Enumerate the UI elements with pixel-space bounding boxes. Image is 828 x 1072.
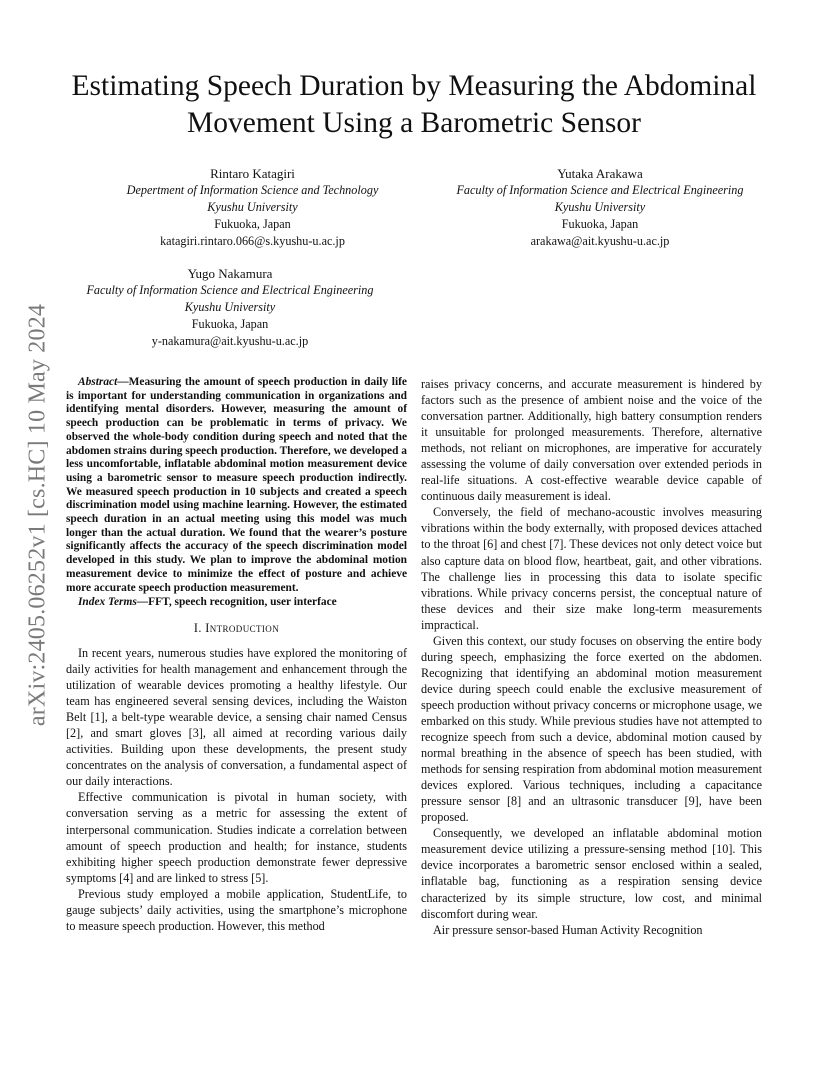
index-terms-label: Index Terms bbox=[78, 596, 137, 609]
abstract bbox=[66, 376, 407, 595]
author-location: Fukuoka, Japan bbox=[191, 317, 269, 331]
author-name: Yutaka Arakawa bbox=[557, 166, 643, 181]
section-number: I. bbox=[193, 620, 202, 635]
paper-title: Estimating Speech Duration by Measuring the Abdominal Movement Using a Barometric Sensor bbox=[71, 70, 757, 139]
author-department: Faculty of Information Science and Electrical Engineering bbox=[86, 283, 374, 297]
section-heading bbox=[66, 620, 407, 636]
author-block bbox=[95, 165, 410, 250]
author-email: arakawa@ait.kyushu-u.ac.jp bbox=[530, 234, 670, 248]
paragraph: Conversely, the field of mechano-acoustic involves measuring vibrations within the body externally, with proposed devices attached to the throat [6] and chest [7]. These devices not only detect voice but also capture data on blood flow, heartbeat, gait, and other vibrations. The challenge lies in processing this data to isolate specific vibrations. While privacy concerns persist, the conceptual nature of these devices and their size make long-term measurements impractical. bbox=[421, 505, 762, 632]
author-email: y-nakamura@ait.kyushu-u.ac.jp bbox=[151, 334, 309, 348]
author-university: Kyushu University bbox=[554, 200, 646, 214]
author-location: Fukuoka, Japan bbox=[561, 217, 639, 231]
paragraph: Consequently, we developed an inflatable abdominal motion measurement device utilizing a pressure-sensing method [10]. This device incorporates a barometric sensor enclosed within a sealed, inflatable bag, functioning as a respiration sensing device characterized by its simple structure, low cost, and minimal discomfort during wear. bbox=[421, 826, 762, 921]
author-university: Kyushu University bbox=[184, 300, 276, 314]
arxiv-stamp bbox=[24, 270, 52, 760]
right-column bbox=[421, 376, 762, 938]
section-title: Introduction bbox=[205, 620, 280, 635]
author-block bbox=[50, 265, 410, 350]
paragraph: In recent years, numerous studies have explored the monitoring of daily activities for health management and enhancement through the utilization of wearable devices promoting a healthy lifestyle. Our team has engineered several sensing devices, including the Waiston Belt [1], a belt-type wearable device, a sensing chair named Census [2], and smart gloves [3], all aimed at recording various daily activities. Building upon these developments, the present study concentrates on the analysis of conversation, a fundamental aspect of our daily interactions. bbox=[66, 646, 407, 789]
paragraph: Air pressure sensor-based Human Activity Recognition bbox=[433, 922, 703, 937]
paragraph: Given this context, our study focuses on observing the entire body during speech, emphasizing the force exerted on the abdomen. Recognizing that identifying an abdominal motion measurement device during speech could enable the exclusive measurement of speech production without privacy concerns or microphone usage, we embarked on this study. While previous studies have not attempted to recognize speech from such a device, abdominal motion caused by normal breathing in the absence of speech has been studied, with methods for sensing respiration from abdominal motion measurement devices explored. Various techniques, including a capacitance pressure sensor [8] and an ultrasonic transducer [9], have been proposed. bbox=[421, 633, 762, 825]
paragraph: Effective communication is pivotal in human society, with conversation serving as a metric for assessing the extent of interpersonal communication. Studies indicate a correlation between amount of speech production and health; for instance, students exhibiting higher speech production demonstrate fewer depressive symptoms [4] and are linked to stress [5]. bbox=[66, 790, 407, 885]
author-email: katagiri.rintaro.066@s.kyushu-u.ac.jp bbox=[160, 234, 345, 248]
author-university: Kyushu University bbox=[207, 200, 298, 214]
paragraph: Previous study employed a mobile application, StudentLife, to gauge subjects’ daily activities, using the smartphone’s microphone to measure speech production. However, this method bbox=[66, 886, 407, 933]
paragraph: raises privacy concerns, and accurate measurement is hindered by factors such as the presence of ambient noise and the voice of the conversation partner. Additionally, high battery consumption renders it unsuitable for prolonged measurements. Therefore, alternative methods, not reliant on microphones, are imperative for accurately assessing the volume of daily conversation over extended periods in real-life situations. A cost-effective wearable device capable of continuous daily measurement is ideal. bbox=[421, 377, 762, 504]
author-name: Rintaro Katagiri bbox=[210, 166, 295, 181]
author-location: Fukuoka, Japan bbox=[214, 217, 291, 231]
author-name: Yugo Nakamura bbox=[187, 266, 273, 281]
index-terms-text: —FFT, speech recognition, user interface bbox=[136, 596, 337, 609]
author-department: Depertment of Information Science and Technology bbox=[126, 183, 379, 197]
author-department: Faculty of Information Science and Electrical Engineering bbox=[456, 183, 744, 197]
abstract-text: —Measuring the amount of speech production in daily life is important for understanding communication in organizations and identifying mental disorders. However, measuring the amount of speech production can be problematic in terms of privacy. We observed the whole-body condition during speech and noted that the abdomen strains during speech production. Therefore, we developed a less uncomfortable, inflatable abdominal motion measurement device using a barometric sensor to measure speech production indirectly. We measured speech production in 10 subjects and created a speech discrimination model using machine learning. However, the estimated speech duration in an actual meeting using this model was much longer than the actual duration. We found that the wearer’s posture significantly affects the accuracy of the speech discrimination model developed in this study. We plan to improve the abdominal motion measurement device to minimize the effect of posture and achieve more accurate speech production measurement. bbox=[66, 376, 407, 594]
abstract-label: Abstract bbox=[78, 376, 118, 388]
left-column bbox=[66, 376, 407, 934]
arxiv-stamp-text: arXiv:2405.06252v1 [cs.HC] 10 May 2024 bbox=[24, 303, 51, 727]
author-block bbox=[420, 165, 780, 250]
index-terms bbox=[66, 596, 407, 610]
